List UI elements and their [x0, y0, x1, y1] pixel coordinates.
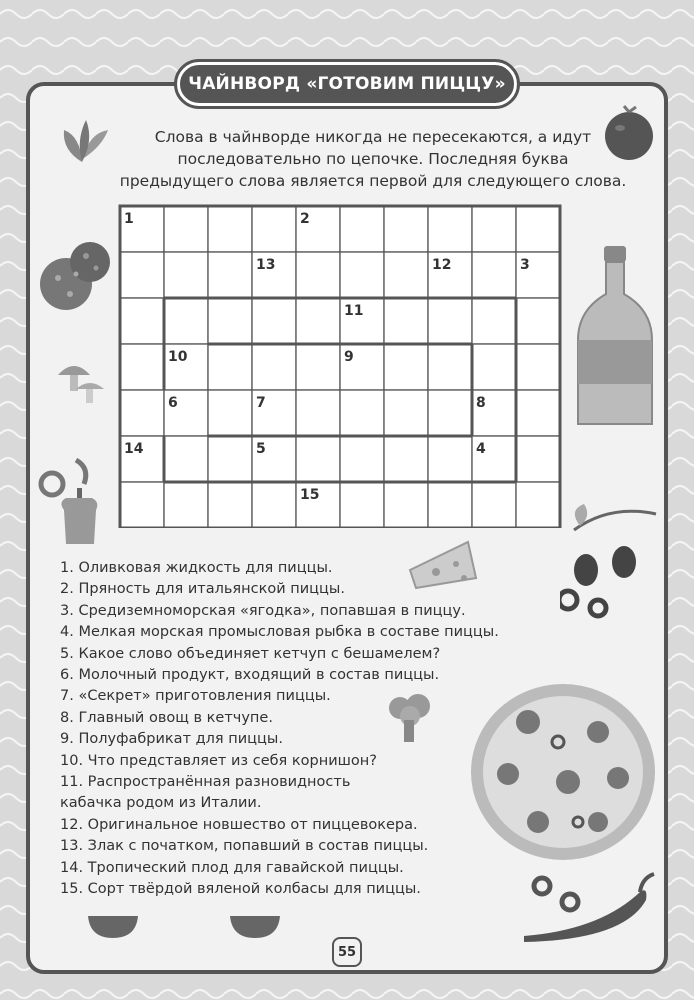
grid-cell [472, 298, 516, 344]
broccoli-icon [386, 692, 434, 746]
grid-cell [252, 344, 296, 390]
grid-cell [340, 482, 384, 528]
grid-cell [208, 206, 252, 252]
grid-cell [164, 298, 208, 344]
cell-number: 9 [344, 349, 354, 365]
intro-line: последовательно по цепочке. Последняя буква [177, 150, 569, 168]
chainword-grid [118, 204, 562, 528]
grid-cell [516, 298, 560, 344]
grid-cell [516, 390, 560, 436]
cheese-icon [406, 538, 480, 594]
grid-cell [384, 390, 428, 436]
cell-number: 13 [256, 257, 276, 273]
pepper-icon [36, 440, 108, 550]
grid-cell [120, 252, 164, 298]
grid-cell [428, 436, 472, 482]
cell-number: 14 [124, 441, 144, 457]
grid-cell [120, 482, 164, 528]
clue-item: 12. Оригинальное новшество от пиццевокера. [60, 816, 418, 833]
clue-item: 2. Пряность для итальянской пиццы. [60, 581, 345, 598]
grid-cell [120, 298, 164, 344]
grid-cell [164, 206, 208, 252]
grid-cell [516, 344, 560, 390]
tomato-icon [600, 100, 658, 166]
cell-number: 10 [168, 349, 188, 365]
grid-cell [208, 436, 252, 482]
grid-cell [428, 482, 472, 528]
grid-cell [516, 206, 560, 252]
clue-item: 15. Сорт твёрдой вяленой колбасы для пиццы. [60, 881, 421, 898]
grid-cell [296, 390, 340, 436]
clue-item: 9. Полуфабрикат для пиццы. [60, 731, 283, 748]
grid-cell [164, 252, 208, 298]
grid-cell [252, 482, 296, 528]
clue-item: 8. Главный овощ в кетчупе. [60, 709, 273, 726]
grid-cell [428, 298, 472, 344]
cell-number: 1 [124, 211, 134, 227]
tomato-slice-icon [86, 914, 140, 940]
grid-cell [428, 390, 472, 436]
grid-cell [472, 482, 516, 528]
grid-cell [296, 298, 340, 344]
grid-cell [384, 482, 428, 528]
page-title: ЧАЙНВОРД «ГОТОВИМ ПИЦЦУ» [177, 62, 517, 106]
clue-item: 6. Молочный продукт, входящий в состав пиццы. [60, 667, 440, 684]
cell-number: 3 [520, 257, 530, 273]
grid-cell [340, 206, 384, 252]
cell-number: 8 [476, 395, 486, 411]
grid-cell [340, 436, 384, 482]
grid-cell [296, 436, 340, 482]
cell-number: 15 [300, 487, 320, 503]
mushroom-icon [54, 355, 106, 407]
clue-item: 3. Средиземноморская «ягодка», попавшая в пиццу. [60, 602, 466, 619]
grid-cell [472, 206, 516, 252]
clue-item: 11. Распространённая разновидность [60, 774, 351, 791]
grid-cell [384, 436, 428, 482]
grid-cell [120, 390, 164, 436]
salami-icon [36, 238, 116, 318]
tomato-slice-icon [228, 914, 282, 940]
grid-cell [384, 206, 428, 252]
grid-cell [516, 436, 560, 482]
grid-cell [252, 298, 296, 344]
clue-item: 7. «Секрет» приготовления пиццы. [60, 688, 331, 705]
grid-cell [428, 206, 472, 252]
grid-cell [208, 344, 252, 390]
cell-number: 12 [432, 257, 452, 273]
grid-cell [340, 252, 384, 298]
grid-cell [384, 252, 428, 298]
grid-cell [252, 206, 296, 252]
pizza-icon [468, 682, 658, 862]
intro-line: предыдущего слова является первой для следующего слова. [119, 172, 627, 190]
cell-number: 11 [344, 303, 364, 319]
clue-item: кабачка родом из Италии. [60, 795, 262, 812]
olive-icon [560, 500, 664, 630]
cell-number: 6 [168, 395, 178, 411]
grid-cell [296, 252, 340, 298]
grid-cell [472, 344, 516, 390]
grid-cell [516, 482, 560, 528]
grid-cell [472, 252, 516, 298]
basil-icon [52, 110, 114, 172]
clue-item: 4. Мелкая морская промысловая рыбка в составе пиццы. [60, 624, 499, 641]
clue-item: 13. Злак с початком, попавший в состав пиццы. [60, 838, 429, 855]
intro-line: Слова в чайнворде никогда не пересекаются, а идут [154, 128, 592, 146]
grid-cell [208, 252, 252, 298]
grid-cell [296, 344, 340, 390]
cell-number: 5 [256, 441, 266, 457]
intro-text [106, 126, 640, 192]
chili-icon [520, 866, 670, 946]
cell-number: 2 [300, 211, 310, 227]
cell-number: 7 [256, 395, 266, 411]
grid-cell [340, 390, 384, 436]
grid-cell [208, 298, 252, 344]
grid-cell [208, 390, 252, 436]
grid-cell [164, 482, 208, 528]
grid-cell [208, 482, 252, 528]
clue-item: 10. Что представляет из себя корнишон? [60, 752, 377, 769]
bottle-icon [574, 244, 656, 430]
clue-item: 5. Какое слово объединяет кетчуп с бешамелем? [60, 645, 441, 662]
cell-number: 4 [476, 441, 486, 457]
clue-item: 14. Тропический плод для гавайской пиццы. [60, 859, 404, 876]
grid-cell [384, 344, 428, 390]
clue-item: 1. Оливковая жидкость для пиццы. [60, 560, 333, 576]
page-number: 55 [332, 937, 362, 967]
grid-cell [384, 298, 428, 344]
grid-cell [120, 344, 164, 390]
grid-cell [164, 436, 208, 482]
grid-cell [428, 344, 472, 390]
